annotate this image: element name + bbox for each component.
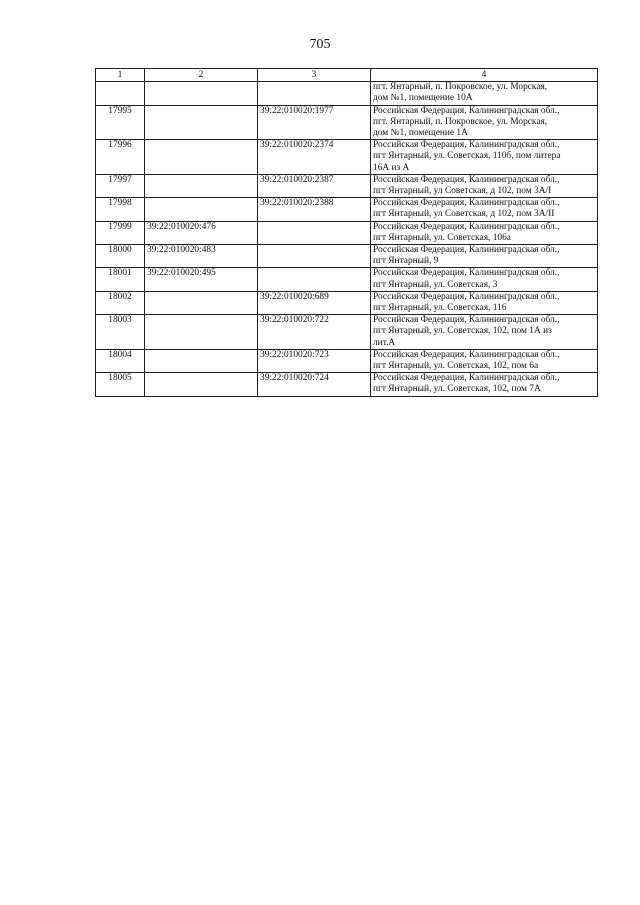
address-cell: Российская Федерация, Калининградская обл., пгт Янтарный, ул. Советская, 102, пом 7А [371,373,598,396]
address-cell: Российская Федерация, Калининградская обл., пгт Янтарный, ул. Советская, 116 [371,291,598,314]
header-col-1: 1 [96,69,145,82]
cadastral-number-col3: 39:22:010020:689 [258,291,371,314]
row-number [96,82,145,105]
cadastral-number-col2 [145,140,258,175]
row-number: 18005 [96,373,145,396]
table-body [96,82,598,396]
address-cell: Российская Федерация, Калининградская обл., пгт Янтарный, ул. Советская, 102, пом 6а [371,349,598,372]
row-number: 17996 [96,140,145,175]
table-row [96,268,598,291]
cadastral-number-col3: 39:22:010020:2388 [258,198,371,221]
row-number: 18003 [96,315,145,350]
table-row [96,221,598,244]
table-header-row [96,69,598,82]
address-cell: пгт. Янтарный, п. Покровское, ул. Морская, дом №1, помещение 10А [371,82,598,105]
cadastral-number-col2 [145,105,258,140]
table-row [96,315,598,350]
address-cell: Российская Федерация, Калининградская обл., пгт Янтарный, ул. Советская, 110б, пом литера 16А из А [371,140,598,175]
table-row [96,140,598,175]
cadastral-number-col2 [145,315,258,350]
cadastral-number-col2: 39:22:010020:483 [145,245,258,268]
address-cell: Российская Федерация, Калининградская обл., пгт Янтарный, 9 [371,245,598,268]
cadastral-number-col3 [258,221,371,244]
cadastral-number-col3 [258,268,371,291]
address-cell: Российская Федерация, Калининградская обл., пгт Янтарный, ул. Советская, 3 [371,268,598,291]
cadastral-number-col3: 39:22:010020:724 [258,373,371,396]
cadastral-number-col3 [258,245,371,268]
table-row [96,349,598,372]
cadastral-number-col2 [145,373,258,396]
cadastral-number-col2 [145,174,258,197]
table-row [96,291,598,314]
cadastral-number-col3: 39:22:010020:2374 [258,140,371,175]
address-cell: Российская Федерация, Калининградская обл., пгт Янтарный, ул Советская, д 102, пом 3А/II [371,198,598,221]
table-row [96,82,598,105]
header-col-4: 4 [371,69,598,82]
cadastral-number-col3 [258,82,371,105]
cadastral-number-col2 [145,349,258,372]
row-number: 17997 [96,174,145,197]
address-cell: Российская Федерация, Калининградская обл., пгт Янтарный, ул. Советская, 106а [371,221,598,244]
cadastral-number-col2: 39:22:010020:476 [145,221,258,244]
cadastral-number-col2 [145,291,258,314]
row-number: 18000 [96,245,145,268]
header-col-2: 2 [145,69,258,82]
row-number: 17999 [96,221,145,244]
table-row [96,174,598,197]
table-row [96,198,598,221]
table-row [96,245,598,268]
row-number: 18001 [96,268,145,291]
cadastral-number-col2 [145,82,258,105]
cadastral-number-col3: 39:22:010020:722 [258,315,371,350]
row-number: 18002 [96,291,145,314]
row-number: 18004 [96,349,145,372]
address-cell: Российская Федерация, Калининградская обл., пгт Янтарный, ул. Советская, 102, пом 1А из лит.А [371,315,598,350]
table-row [96,373,598,396]
table-row [96,105,598,140]
row-number: 17998 [96,198,145,221]
cadastral-number-col3: 39:22:010020:723 [258,349,371,372]
header-col-3: 3 [258,69,371,82]
address-cell: Российская Федерация, Калининградская обл., пгт. Янтарный, п. Покровское, ул. Морская, дом №1, помещение 1А [371,105,598,140]
cadastral-number-col3: 39:22:010020:2387 [258,174,371,197]
row-number: 17995 [96,105,145,140]
address-cell: Российская Федерация, Калининградская обл., пгт Янтарный, ул Советская, д 102, пом 3А/I [371,174,598,197]
cadastral-number-col2 [145,198,258,221]
registry-table [95,68,598,397]
page-number: 705 [309,37,331,52]
cadastral-number-col3: 39:22:010020:1977 [258,105,371,140]
cadastral-number-col2: 39:22:010020:495 [145,268,258,291]
